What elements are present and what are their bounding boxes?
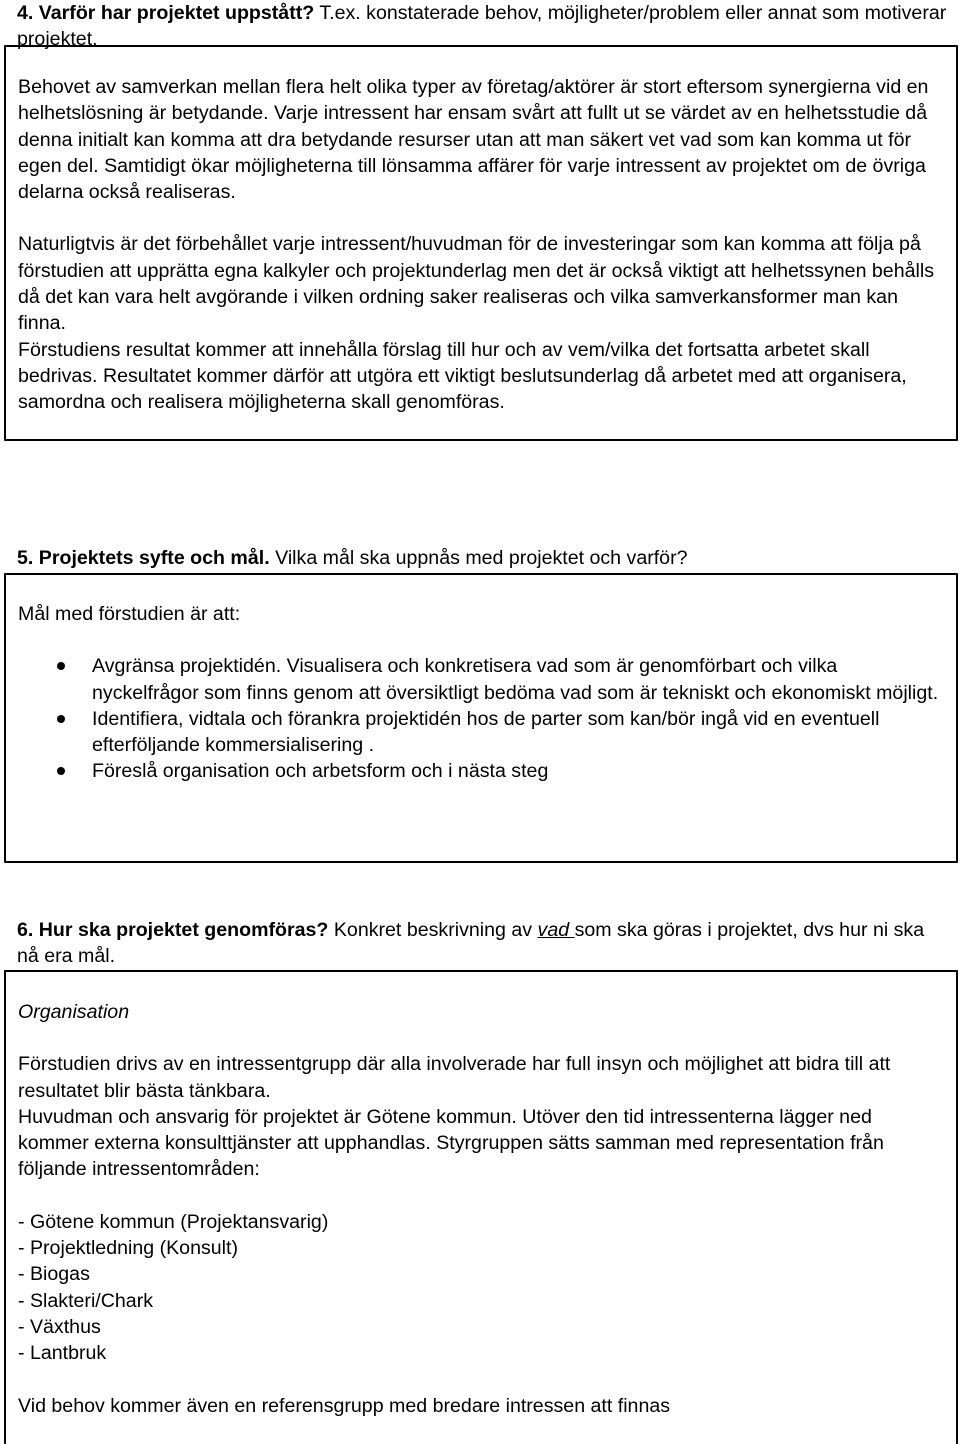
stakeholder-item: - Växthus — [18, 1315, 101, 1338]
section-5-heading — [17, 545, 947, 571]
section-6-heading-bold: 6. Hur ska projektet genomföras? — [17, 919, 329, 941]
section-5-heading-text: Vilka mål ska uppnås med projektet och varför? — [269, 547, 688, 569]
section-4-box — [4, 45, 958, 441]
section-4-paragraph-3: Förstudiens resultat kommer att innehålla förslag till hur och av vem/vilka det fortsatta arbetet skall bedrivas. Resultatet kommer därför att utgöra ett viktigt beslutsunderlag då arbetet med att organisera, samordna och realisera möjligheterna skall genomföras. — [18, 338, 907, 414]
section-5-intro: Mål med förstudien är att: — [18, 603, 241, 625]
goal-bullet-item: Identifiera, vidtala och förankra projektidén hos de parter som kan/bör ingå vid en eventuell efterföljande kommersialisering . — [18, 706, 946, 759]
section-6-paragraph-2: Huvudman och ansvarig för projektet är Götene kommun. Utöver den tid intressenterna lägger ned kommer externa konsulttjänster att upphandlas. Styrgruppen sätts samman med representation från följande intressentområden: — [18, 1105, 884, 1181]
section-6-heading-emphasis: vad — [537, 919, 575, 941]
stakeholder-item: - Götene kommun (Projektansvarig) — [18, 1210, 329, 1233]
stakeholder-item: - Slakteri/Chark — [18, 1289, 154, 1312]
section-5-box — [4, 573, 958, 863]
section-6-heading-text-end: som ska göras i projektet, dvs hur ni ska nå era mål. — [17, 919, 925, 968]
section-4-paragraph-2: Naturligtvis är det förbehållet varje intressent/huvudman för de investeringar som kan komma att följa på förstudien att upprätta egna kalkyler och projektunderlag men det är också viktigt att helhetssynen behålls då det kan vara helt avgörande i vilken ordning saker realiseras och vilka samverkansformer man kan finna. — [18, 233, 934, 335]
section-6-heading — [17, 917, 947, 970]
section-6-box — [4, 970, 958, 1444]
section-4-paragraph-1: Behovet av samverkan mellan flera helt olika typer av företag/aktörer är stort eftersom synergierna vid en helhetslösning är betydande. Varje intressent har ensam svårt att fullt ut se värdet av en helhetsstudie då denna initialt kan komma att dra betydande resurser utan att man säkert vet vad som kan komma ut för egen del. Samtidigt ökar möjligheterna till lönsamma affärer för varje intressent av projektet om de övriga delarna också realiseras. — [18, 76, 929, 204]
section-4-heading-bold: 4. Varför har projektet uppstått? — [17, 2, 315, 24]
goal-bullet-list — [18, 653, 946, 784]
section-4-heading-text: T.ex. konstaterade behov, möjligheter/problem eller annat som motiverar projektet. — [17, 2, 947, 51]
organisation-subheading: Organisation — [18, 1001, 130, 1023]
section-5-heading-bold: 5. Projektets syfte och mål. — [17, 547, 270, 569]
goal-bullet-item: Avgränsa projektidén. Visualisera och konkretisera vad som är genomförbart och vilka nyckelfrågor som finns genom att översiktligt bedöma vad som är tekniskt och ekonomiskt möjligt. — [18, 653, 946, 706]
stakeholder-list — [18, 1209, 946, 1367]
section-6-paragraph-3: Vid behov kommer även en referensgrupp med bredare intressen att finnas — [18, 1394, 671, 1417]
section-6-paragraph-1: Förstudien drivs av en intressentgrupp där alla involverade har full insyn och möjlighet att bidra till att resultatet blir bästa tänkbara. — [18, 1053, 891, 1102]
section-6-heading-text: Konkret beskrivning av — [328, 919, 538, 941]
goal-bullet-item: Föreslå organisation och arbetsform och i nästa steg — [18, 758, 946, 784]
stakeholder-item: - Lantbruk — [18, 1342, 107, 1365]
stakeholder-item: - Projektledning (Konsult) — [18, 1237, 238, 1260]
stakeholder-item: - Biogas — [18, 1263, 90, 1286]
